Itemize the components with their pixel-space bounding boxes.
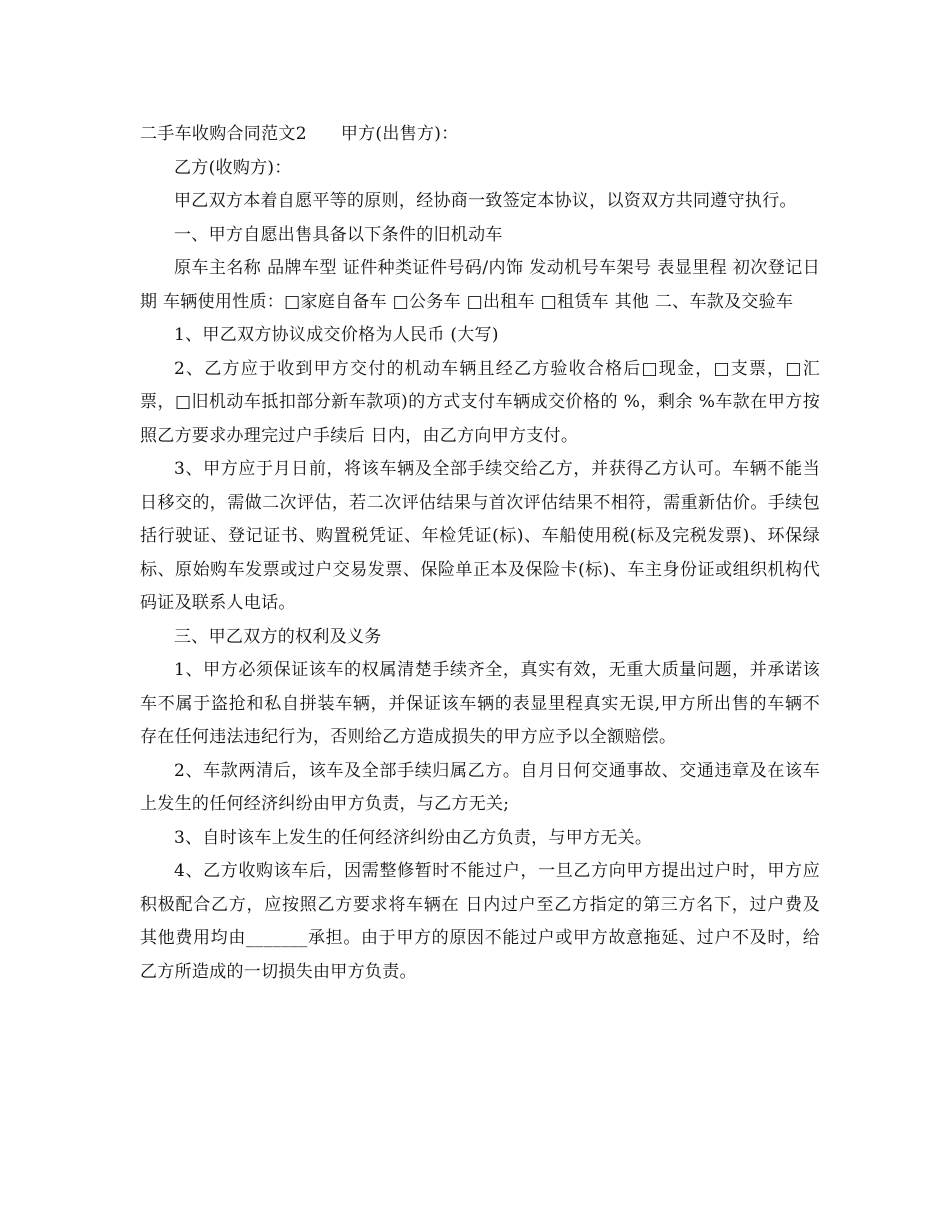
heading-section-1: 一、甲方自愿出售具备以下条件的旧机动车 [174, 224, 503, 245]
clause-2-1: 1、甲乙双方协议成交价格为人民币 (大写) [174, 325, 499, 345]
paragraph-intro: 甲乙双方本着自愿平等的原则，经协商一致签定本协议，以资双方共同遵守执行。 [174, 191, 797, 211]
clause-3-2: 2、车款两清后，该车及全部手续归属乙方。自月日何交通事故、交通违章及在该车上发生的任何经济纠纷由甲方负责，与乙方无关; [140, 760, 820, 814]
clause-3-3: 3、自时该车上发生的任何经济纠纷由乙方负责，与甲方无关。 [174, 827, 653, 848]
party-b-label: 乙方(收购方)： [174, 157, 292, 178]
paragraph-vehicle-info: 原车主名称 品牌车型 证件种类证件号码/内饰 发动机号车架号 表显里程 初次登记日期 车辆使用性质：□家庭自备车 □公务车 □出租车 □租赁车 其他 二、车款及交验车 [140, 258, 820, 312]
party-a-label: 甲方(出售方)： [340, 124, 459, 144]
title-line [140, 118, 820, 152]
clause-2-2: 2、乙方应于收到甲方交付的机动车辆且经乙方验收合格后□现金，□支票，□汇票，□旧机动车抵扣部分新车款项)的方式支付车辆成交价格的 %，剩余 %车款在甲方按照乙方要求办理完过户手续后 日内，由乙方向甲方支付。 [140, 358, 820, 446]
document-title: 二手车收购合同范文2 [140, 124, 307, 144]
clause-2-3: 3、甲方应于月日前，将该车辆及全部手续交给乙方，并获得乙方认可。车辆不能当日移交的，需做二次评估，若二次评估结果与首次评估结果不相符，需重新估价。手续包括行驶证、登记证书、购置税凭证、年检凭证(标)、车船使用税(标及完税发票)、环保绿标、原始购车发票或过户交易发票、保险单正本及保险卡(标)、车主身份证或组织机构代码证及联系人电话。 [140, 459, 820, 613]
heading-section-3: 三、甲乙双方的权利及义务 [174, 626, 382, 647]
clause-3-1: 1、甲方必须保证该车的权属清楚手续齐全，真实有效，无重大质量问题，并承诺该车不属于盗抢和私自拼装车辆，并保证该车辆的表显里程真实无误,甲方所出售的车辆不存在任何违法违纪行为，否则给乙方造成损失的甲方应予以全额赔偿。 [140, 660, 820, 747]
clause-3-4: 4、乙方收购该车后，因需整修暂时不能过户，一旦乙方向甲方提出过户时，甲方应积极配合乙方，应按照乙方要求将车辆在 日内过户至乙方指定的第三方名下，过户费及其他费用均由_______承担。由于甲方的原因不能过户或甲方故意拖延、过户不及时，给乙方所造成的一切损失由甲方负责。 [140, 861, 820, 982]
